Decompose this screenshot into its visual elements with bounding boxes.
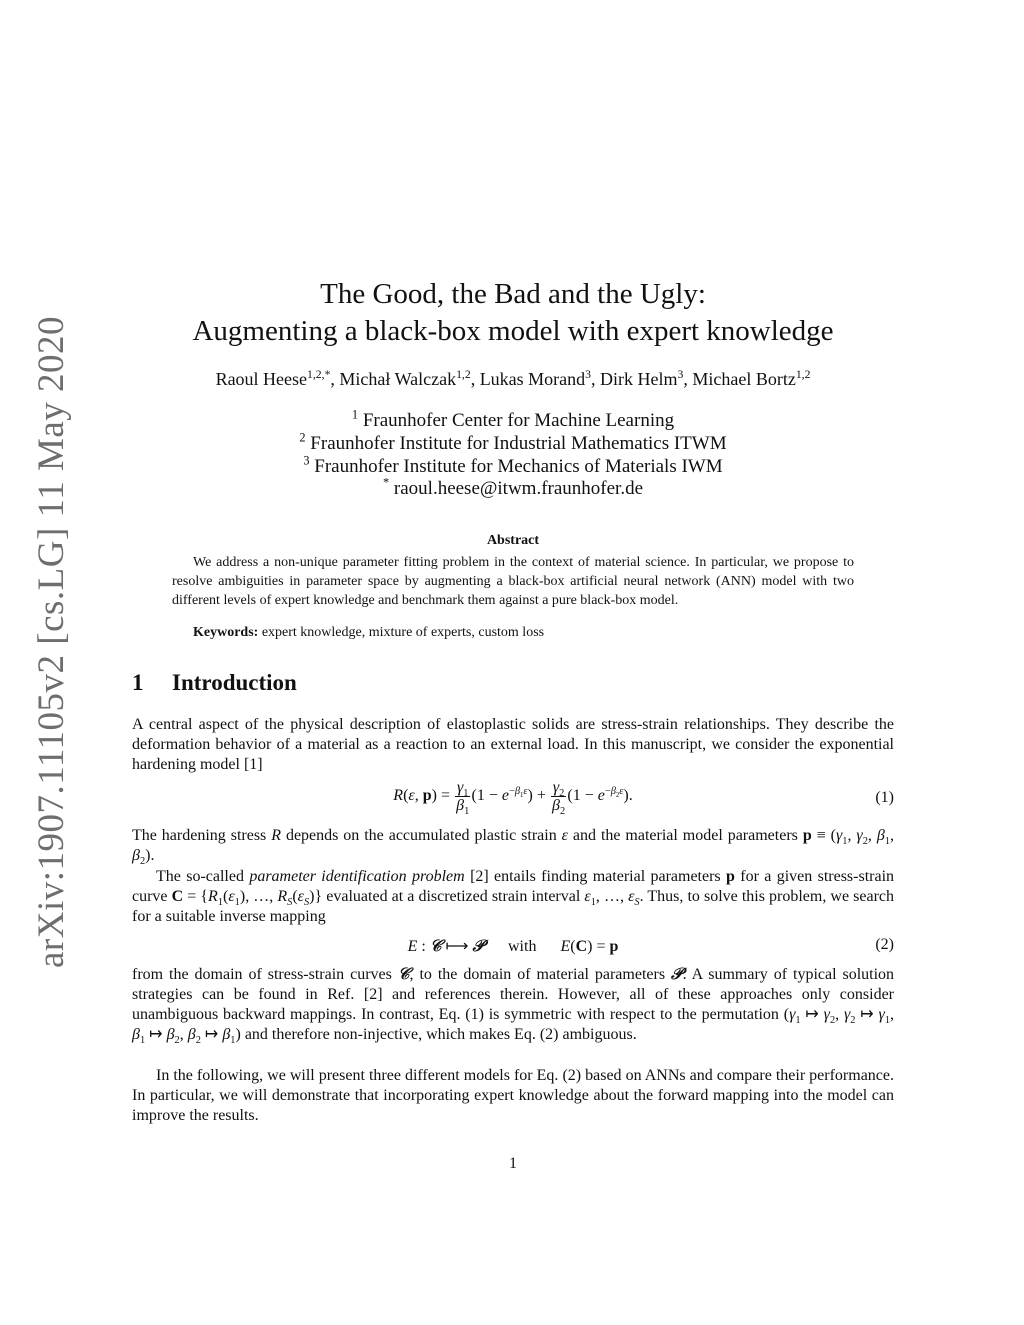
paper-title-line-1: The Good, the Bad and the Ugly: <box>320 278 706 310</box>
arxiv-identifier-stamp: arXiv:1907.11105v2 [cs.LG] 11 May 2020 <box>31 315 72 968</box>
affiliation-line <box>132 407 894 432</box>
contact-email: raoul.heese@itwm.fraunhofer.de <box>393 478 644 499</box>
equation-2-body: E : 𝒞 ⟼ 𝒫 with E(C) = p <box>407 938 619 955</box>
affiliation-text: Fraunhofer Center for Machine Learning <box>362 410 675 431</box>
affiliation-text: Fraunhofer Institute for Mechanics of Materials IWM <box>314 456 723 477</box>
section-number: 1 <box>132 670 144 695</box>
abstract-heading: Abstract <box>486 533 540 548</box>
page-number: 1 <box>509 1155 517 1172</box>
affiliation-mark: 2 <box>299 430 306 445</box>
intro-paragraph-5: In the following, we will present three different models for Eq. (2) based on ANNs and compare their performance. In particular, we will demonstrate that incorporating expert knowledge about the forward mapping into the model can improve the results. <box>132 1067 894 1124</box>
abstract-text: We address a non-unique parameter fitting problem in the context of material science. In particular, we propose to resolve ambiguities in parameter space by augmenting a black-box artificial neural network (ANN) model with two different levels of expert knowledge and benchmark them against a pure black-box model. <box>172 555 854 608</box>
author-affiliation-mark: 3 <box>677 368 684 381</box>
author-affiliation-mark: 1,2 <box>795 368 811 381</box>
keywords-text: expert knowledge, mixture of experts, custom loss <box>261 625 545 640</box>
equation-1 <box>132 779 894 819</box>
intro-paragraph-4: from the domain of stress-strain curves 𝒞, to the domain of material parameters 𝒫. A summary of typical solution strategies can be found in Ref. [2] and references therein. However, all of these approaches only consider unambiguous backward mappings. In contrast, Eq. (1) is symmetric with respect to the permutation ($\gamma_1$ ↦ $\gamma_2$, $\gamma_2$ ↦ $\gamma_1$, $\beta_1$ ↦ $\beta_2$, $\beta_2$ ↦ $\beta_1$) and therefore non-injective, which makes Eq. (2) ambiguous. <box>132 966 895 1047</box>
keywords-label: Keywords: <box>193 625 259 640</box>
author-name: Michael Bortz <box>692 369 796 389</box>
keywords-line <box>172 625 854 641</box>
emphasized-term: parameter identification problem <box>249 868 465 885</box>
intro-paragraph-2: The hardening stress R depends on the accumulated plastic strain ε and the material model parameters $p \equiv (\gamma_1$, $\gamma_2$, $\beta_1$, $\beta_2$). <box>132 827 895 868</box>
author-list: Raoul Heese$^{1,2,*}$, Michał Walczak$^{1,2}$, Lukas Morand$^3$, Dirk Helm$^3$, Michael Bortz$^{1,2}$ <box>215 368 811 389</box>
equation-1-body: R(ε, p) = $\frac{\gamma_1}{\beta_1}$ $(1 - e^{-\beta_1\varepsilon})$ + $\frac{\gamma_2}{\beta_2}$ $(1 - e^{-\beta_2\varepsilon})$. <box>393 779 633 818</box>
affiliation-mark: 3 <box>303 453 310 468</box>
affiliation-mark: 1 <box>351 407 359 422</box>
author-affiliation-mark: 3 <box>585 368 592 381</box>
equation-2-number: (2) <box>875 936 894 953</box>
author-name: Dirk Helm <box>600 369 678 389</box>
intro-paragraph-3: The so-called parameter identification problem [2] entails finding material parameters p for a given stress-strain curve $C = \{R_1(\varepsilon_1)$, …, $R_S(\varepsilon_S)$} evaluated at a discretized strain interval $\varepsilon_1$, …, $\varepsilon_S$. Thus, to solve this problem, we search for a suitable inverse mapping <box>132 868 895 925</box>
affiliation-mark: * <box>382 475 390 490</box>
affiliation-line <box>132 430 894 455</box>
paper-title-line-2: Augmenting a black-box model with expert knowledge <box>192 315 834 347</box>
affiliation-text: Fraunhofer Institute for Industrial Mathematics ITWM <box>310 433 727 454</box>
section-title: Introduction <box>172 670 297 695</box>
affiliation-line <box>132 453 894 478</box>
author-affiliation-mark: 1,2 <box>456 368 471 381</box>
author-affiliation-mark: 1,2,* <box>307 368 331 381</box>
section-heading <box>132 670 297 696</box>
equation-1-number: (1) <box>875 789 894 806</box>
author-name: Michał Walczak <box>339 369 457 389</box>
author-name: Lukas Morand <box>479 369 586 389</box>
intro-paragraph-1: A central aspect of the physical description of elastoplastic solids are stress-strain relationships. They describe the deformation behavior of a material as a reaction to an external load. In this manuscript, we consider the exponential hardening model [1] <box>132 716 894 773</box>
author-name: Raoul Heese <box>215 369 308 389</box>
affiliation-email-line <box>132 475 894 500</box>
